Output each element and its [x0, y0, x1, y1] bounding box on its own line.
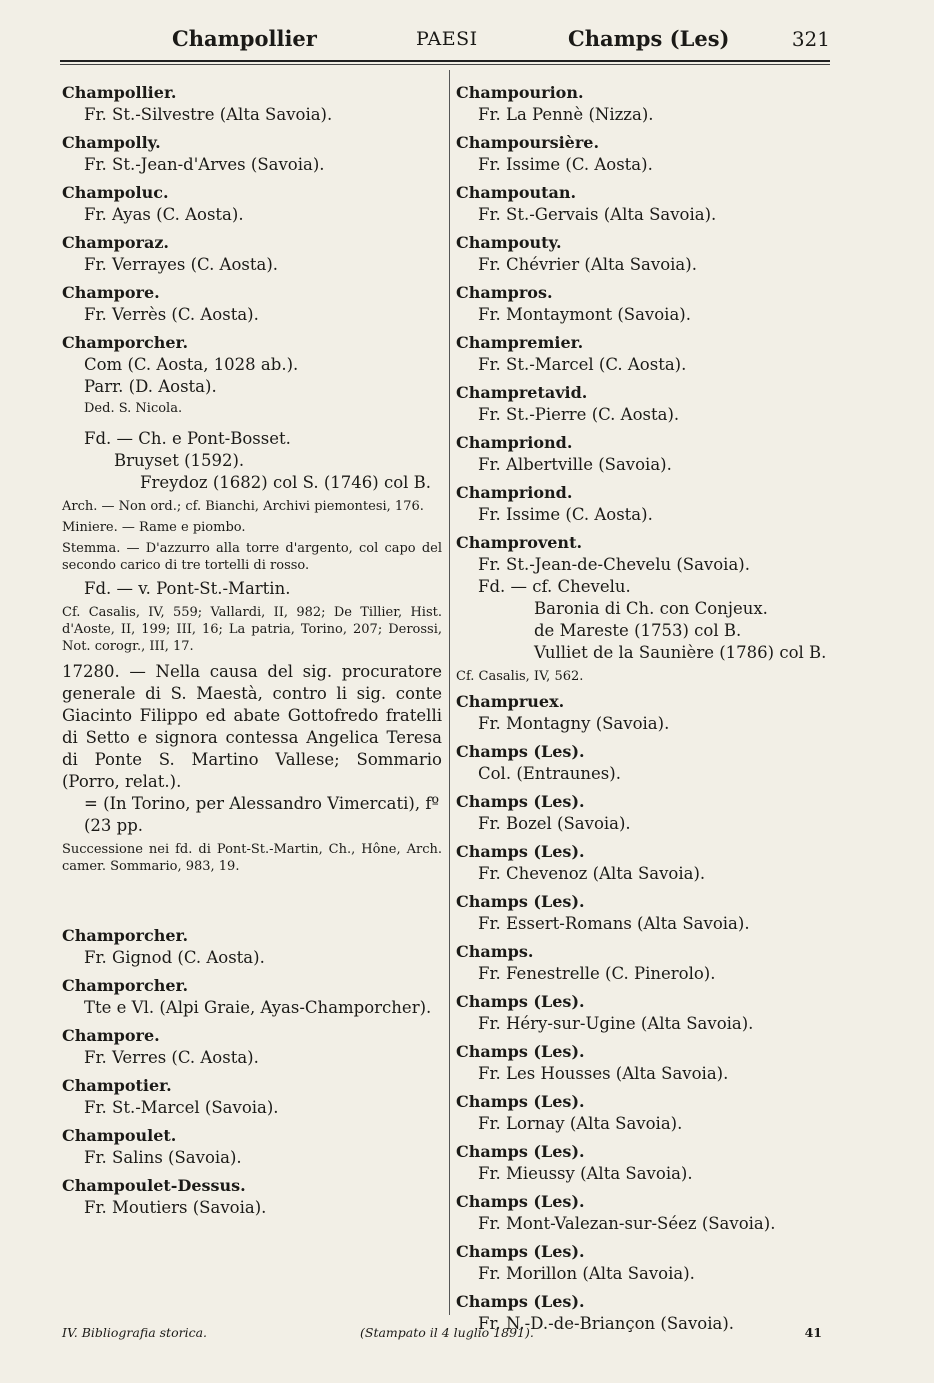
entry-line: Fr. Issime (C. Aosta).	[478, 155, 653, 174]
entry	[456, 82, 836, 126]
entry-title: Champs.	[456, 942, 534, 961]
entry-title: Champriond.	[456, 483, 573, 502]
entry-title: Champouty.	[456, 233, 562, 252]
bibliography-reference	[62, 661, 442, 875]
entry-title: Champoraz.	[62, 233, 169, 252]
entry	[456, 382, 836, 426]
entry-line: Fd. — v. Pont-St.-Martin.	[84, 579, 291, 598]
left-column	[62, 82, 442, 1225]
footer-left: IV. Bibliografia storica.	[62, 1325, 207, 1340]
right-column	[456, 82, 836, 1341]
entry-title: Champriond.	[456, 433, 573, 452]
entry	[456, 1241, 836, 1285]
entry-line: Fr. Moutiers (Savoia).	[84, 1198, 267, 1217]
entry	[456, 482, 836, 526]
entry-line: Fr. Verres (C. Aosta).	[84, 1048, 259, 1067]
entry	[456, 941, 836, 985]
footer-right: 41	[804, 1325, 822, 1340]
entry-line: Fr. Montagny (Savoia).	[478, 714, 670, 733]
entry	[456, 691, 836, 735]
entry-line: Fr. Salins (Savoia).	[84, 1148, 242, 1167]
entry-title: Champourion.	[456, 83, 584, 102]
entry	[456, 991, 836, 1035]
entry	[456, 891, 836, 935]
page-number: 321	[791, 27, 830, 51]
entry-note: Cf. Casalis, IV, 562.	[456, 669, 584, 684]
entry-title: Champrovent.	[456, 533, 583, 552]
entry-line: Fr. Bozel (Savoia).	[478, 814, 631, 833]
reference-paragraph: 17280. — Nella causa del sig. procuratore generale di S. Maestà, contro li sig. conte Giacinto Filippo ed abate Gottofredo fratelli di Setto e signora contessa Angelica Teresa di Ponte S. Martino Vallese; Sommario (Porro, relat.).	[62, 662, 442, 791]
header-right: Champs (Les)	[568, 26, 730, 51]
entry-line: Vulliet de la Saunière (1786) col B.	[534, 643, 827, 662]
entry-line: Fr. Les Housses (Alta Savoia).	[478, 1064, 729, 1083]
entry-title: Champs (Les).	[456, 1092, 585, 1111]
entry-line: Fr. Ayas (C. Aosta).	[84, 205, 244, 224]
entry-title: Champotier.	[62, 1076, 172, 1095]
header-rule-thin	[60, 64, 830, 65]
entry-title: Champollier.	[62, 83, 177, 102]
entry	[62, 82, 442, 126]
entry-title: Champs (Les).	[456, 1292, 585, 1311]
entry-title: Champruex.	[456, 692, 565, 711]
entry-line: Fr. La Pennè (Nizza).	[478, 105, 654, 124]
entry-note: Cf. Casalis, IV, 559; Vallardi, II, 982; De Tillier, Hist. d'Aoste, II, 199; III, 16; La patria, Torino, 207; Derossi, Not. corogr., III, 17.	[62, 605, 442, 654]
entry	[62, 332, 442, 655]
entry-note: Stemma. — D'azzurro alla torre d'argento, col capo del secondo carico di tre tortelli di rosso.	[62, 541, 442, 573]
entry-title: Champorcher.	[62, 333, 189, 352]
entry-line: Parr. (D. Aosta).	[84, 377, 217, 396]
entry	[456, 132, 836, 176]
entry-line: Fr. Essert-Romans (Alta Savoia).	[478, 914, 750, 933]
entry-title: Champoluc.	[62, 183, 169, 202]
entry-line: Tte e Vl. (Alpi Graie, Ayas-Champorcher).	[84, 998, 432, 1017]
entry-line: Fr. Mont-Valezan-sur-Séez (Savoia).	[478, 1214, 776, 1233]
entry	[62, 1175, 442, 1219]
entry-line: Fr. St.-Marcel (Savoia).	[84, 1098, 279, 1117]
entry-note: Miniere. — Rame e piombo.	[62, 520, 246, 535]
entry-line: Fr. Chévrier (Alta Savoia).	[478, 255, 697, 274]
entry	[456, 432, 836, 476]
entry-line: Fd. — Ch. e Pont-Bosset.	[84, 429, 291, 448]
entry	[456, 282, 836, 326]
entry-line: Fr. Héry-sur-Ugine (Alta Savoia).	[478, 1014, 754, 1033]
entry-line: Fr. Mieussy (Alta Savoia).	[478, 1164, 693, 1183]
entry-line: Fr. Gignod (C. Aosta).	[84, 948, 265, 967]
entry	[62, 132, 442, 176]
entry-title: Champremier.	[456, 333, 584, 352]
entry-title: Champs (Les).	[456, 892, 585, 911]
reference-note: Successione nei fd. di Pont-St.-Martin, Ch., Hône, Arch. camer. Sommario, 983, 19.	[62, 842, 442, 874]
entry-title: Champoutan.	[456, 183, 577, 202]
entry-line: Fr. St.-Jean-d'Arves (Savoia).	[84, 155, 325, 174]
entry-title: Champs (Les).	[456, 1242, 585, 1261]
entry-line: Fr. St.-Silvestre (Alta Savoia).	[84, 105, 333, 124]
header-left: Champollier	[172, 26, 317, 51]
entry-line: Fr. Fenestrelle (C. Pinerolo).	[478, 964, 716, 983]
entry-title: Champs (Les).	[456, 842, 585, 861]
entry	[456, 532, 836, 685]
entry-line: Col. (Entraunes).	[478, 764, 621, 783]
entry	[62, 1025, 442, 1069]
entry-line: Fr. Issime (C. Aosta).	[478, 505, 653, 524]
page-footer	[62, 1325, 822, 1345]
header-rule	[60, 60, 830, 62]
entry-title: Champore.	[62, 1026, 160, 1045]
column-divider	[449, 70, 450, 1315]
entry-note: Arch. — Non ord.; cf. Bianchi, Archivi piemontesi, 176.	[62, 499, 424, 514]
entry-title: Champs (Les).	[456, 742, 585, 761]
entry-title: Champros.	[456, 283, 553, 302]
entry-line: Fr. St.-Gervais (Alta Savoia).	[478, 205, 717, 224]
entry-line: Fr. St.-Jean-de-Chevelu (Savoia).	[478, 555, 750, 574]
entry-title: Champoulet.	[62, 1126, 177, 1145]
entry-line: Bruyset (1592).	[114, 451, 245, 470]
entry-line: Fr. St.-Pierre (C. Aosta).	[478, 405, 680, 424]
entry	[62, 975, 442, 1019]
entry-line: Fr. Chevenoz (Alta Savoia).	[478, 864, 706, 883]
spacer	[62, 881, 442, 925]
entry-title: Champretavid.	[456, 383, 588, 402]
entry	[456, 741, 836, 785]
entry-line: Com (C. Aosta, 1028 ab.).	[84, 355, 299, 374]
entry-line: Fr. Verrès (C. Aosta).	[84, 305, 259, 324]
entry-line: Ded. S. Nicola.	[84, 401, 183, 416]
reference-imprint: = (In Torino, per Alessandro Vimercati), fº (23 pp.	[84, 794, 440, 835]
entry	[456, 1191, 836, 1235]
entry-line: Fr. Albertville (Savoia).	[478, 455, 672, 474]
entry-title: Champorcher.	[62, 926, 189, 945]
entry	[62, 182, 442, 226]
entry-title: Champore.	[62, 283, 160, 302]
entry	[456, 1041, 836, 1085]
entry-title: Champoursière.	[456, 133, 600, 152]
entry-line: de Mareste (1753) col B.	[534, 621, 742, 640]
entry-title: Champs (Les).	[456, 1192, 585, 1211]
entry-title: Champs (Les).	[456, 992, 585, 1011]
entry-line: Fr. Montaymont (Savoia).	[478, 305, 691, 324]
entry	[62, 925, 442, 969]
entry	[62, 1075, 442, 1119]
entry	[456, 1091, 836, 1135]
entry-title: Champorcher.	[62, 976, 189, 995]
entry-line: Fr. Lornay (Alta Savoia).	[478, 1114, 683, 1133]
entry-title: Champs (Les).	[456, 1042, 585, 1061]
entry-line: Freydoz (1682) col S. (1746) col B.	[140, 473, 432, 492]
entry	[62, 1125, 442, 1169]
entry-title: Champoulet-Dessus.	[62, 1176, 246, 1195]
entry	[456, 182, 836, 226]
entry-line: Fr. Morillon (Alta Savoia).	[478, 1264, 695, 1283]
entry-line: Baronia di Ch. con Conjeux.	[534, 599, 768, 618]
entry	[456, 1141, 836, 1185]
entry-title: Champs (Les).	[456, 792, 585, 811]
footer-center: (Stampato il 4 luglio 1891).	[360, 1325, 534, 1340]
header-center: PAESI	[416, 28, 478, 50]
entry	[62, 282, 442, 326]
entry	[62, 232, 442, 276]
running-header	[60, 22, 830, 56]
entry-line: Fr. N.-D.-de-Briançon (Savoia).	[478, 1314, 735, 1333]
entry	[456, 791, 836, 835]
entry	[456, 841, 836, 885]
entry-line: Fd. — cf. Chevelu.	[478, 577, 631, 596]
entry-title: Champolly.	[62, 133, 161, 152]
entry-line: Fr. St.-Marcel (C. Aosta).	[478, 355, 687, 374]
entry	[456, 232, 836, 276]
entry-line: Fr. Verrayes (C. Aosta).	[84, 255, 279, 274]
entry-title: Champs (Les).	[456, 1142, 585, 1161]
entry	[456, 332, 836, 376]
